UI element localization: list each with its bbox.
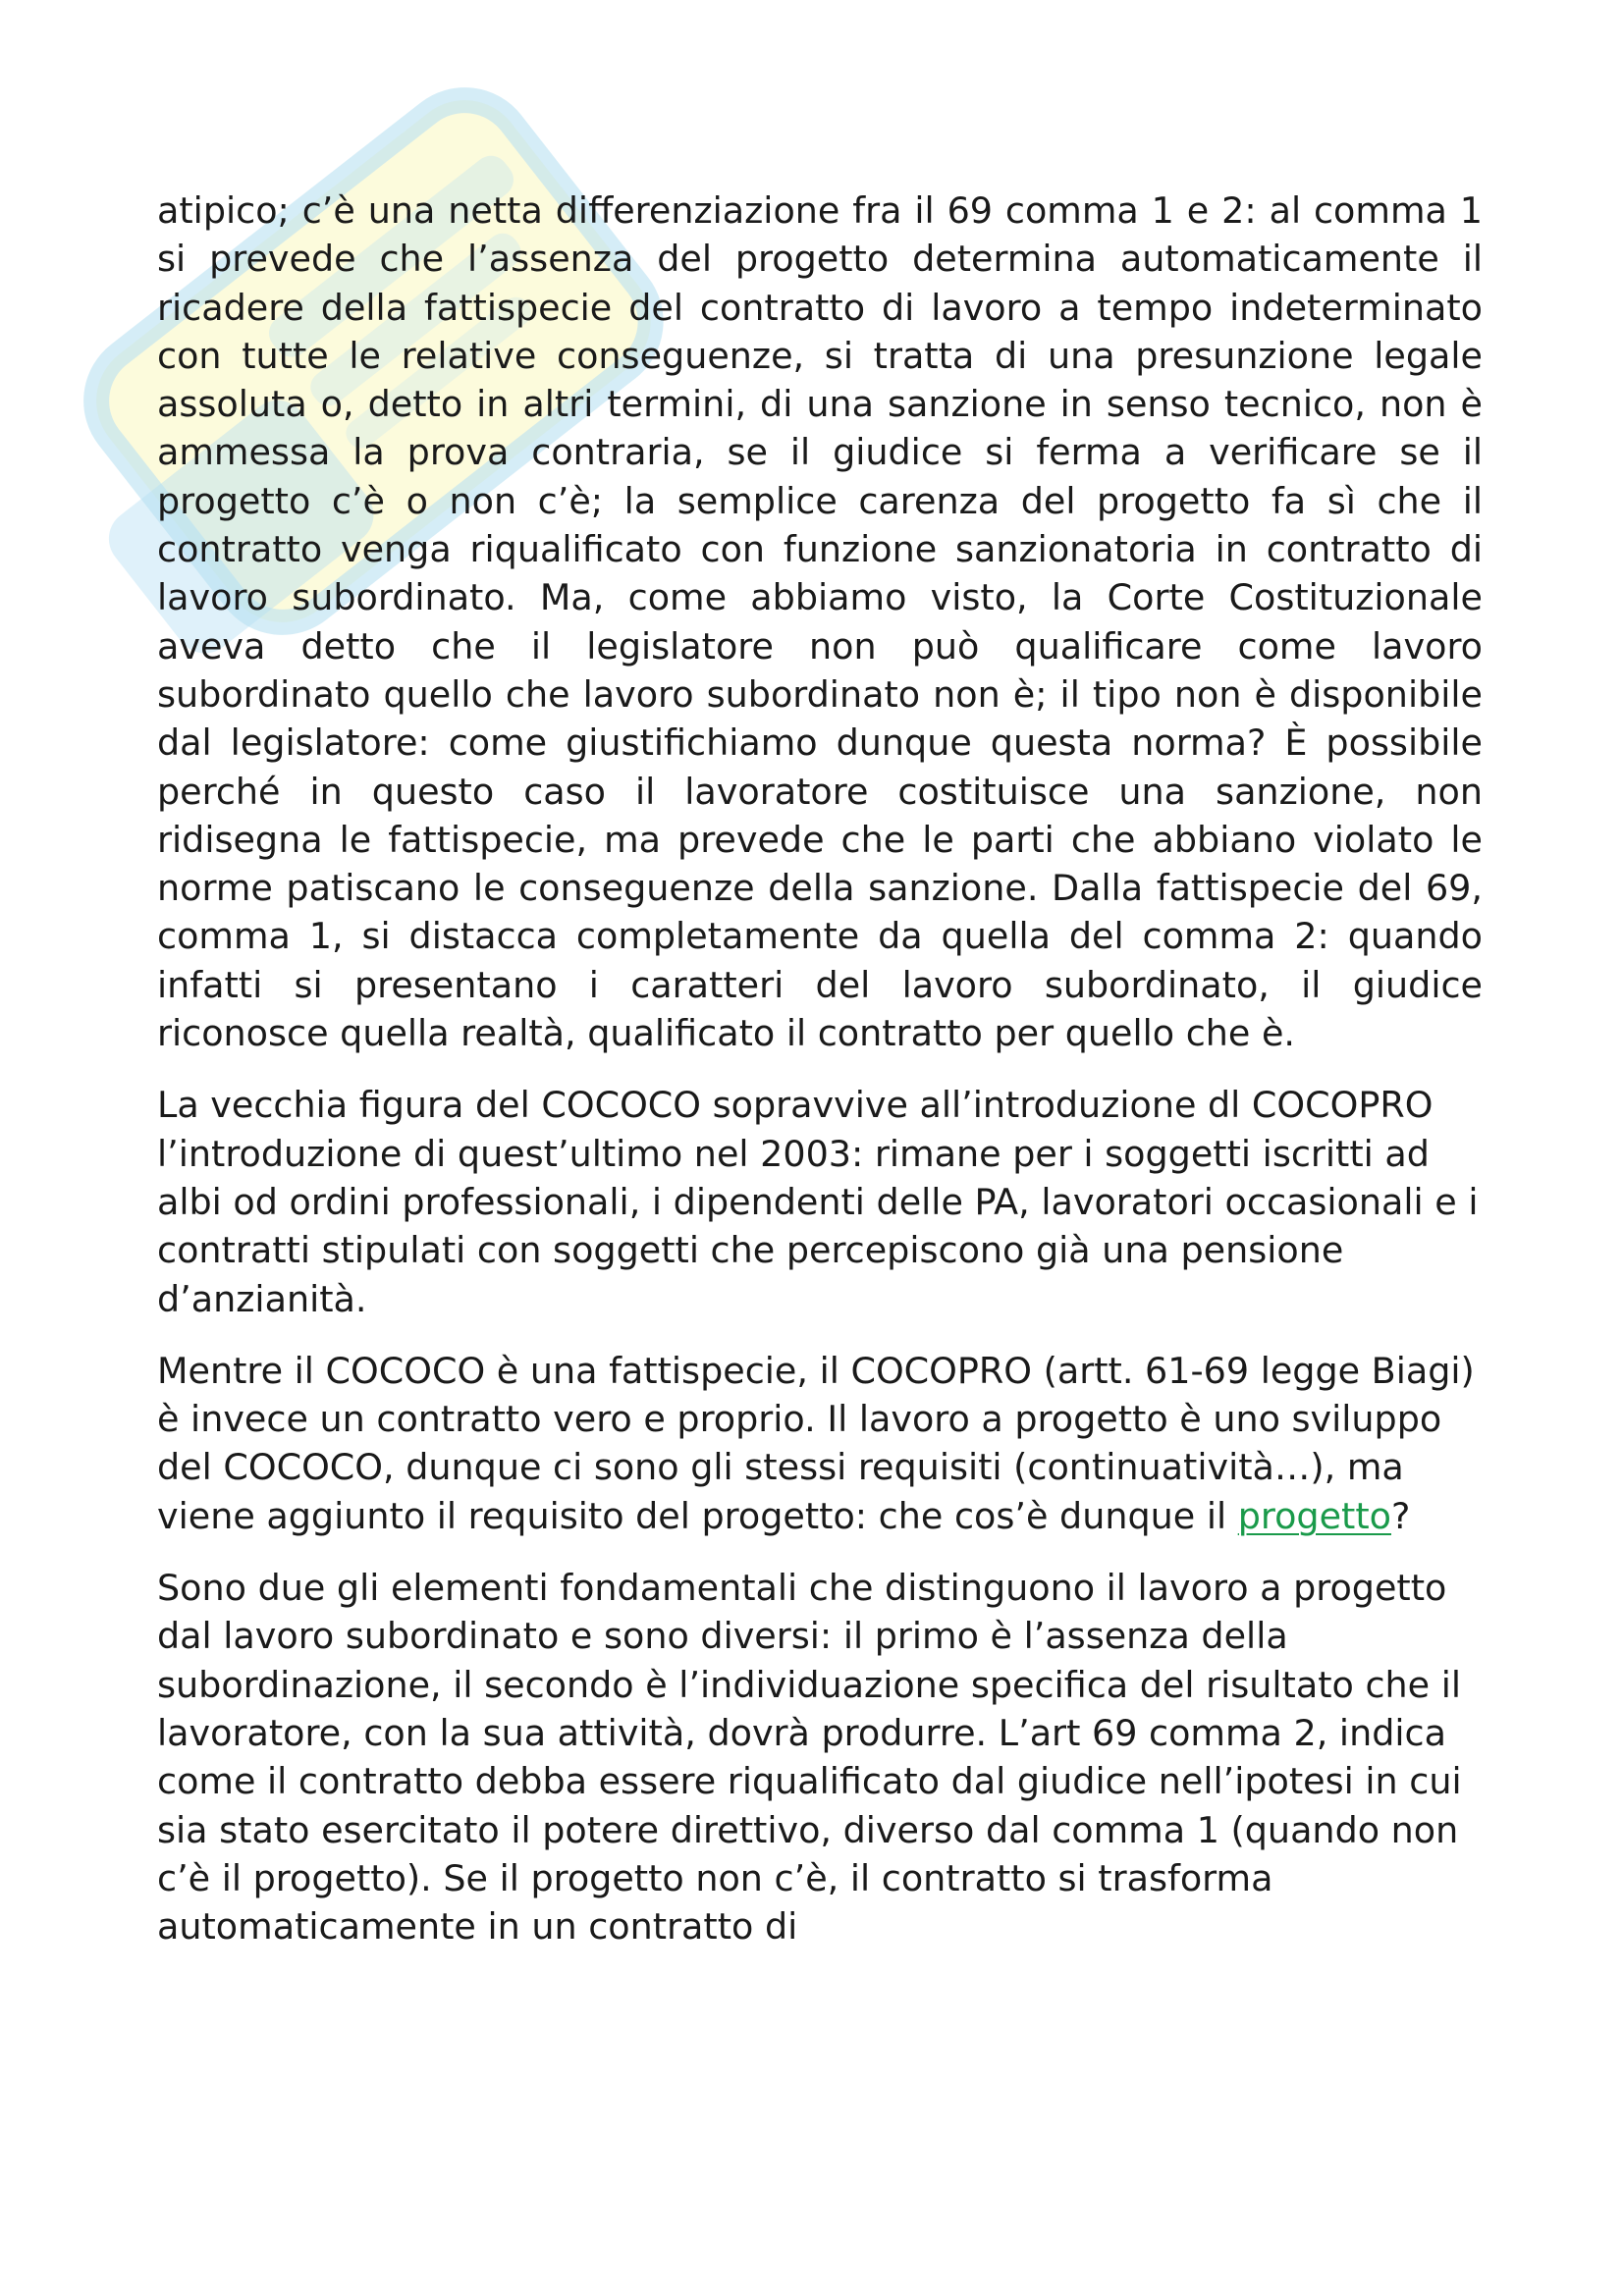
paragraph-3-text-after: ?	[1391, 1494, 1411, 1537]
paragraph-4: Sono due gli elementi fondamentali che distinguono il lavoro a progetto dal lavoro subordinato e sono diversi: il primo è l’assenza della subordinazione, il secondo è l’individuazione specifica del risultato che il lavoratore, con la sua attività, dovrà produrre. L’art 69 comma 2, indica come il contratto debba essere riqualificato dal giudice nell’ipotesi in cui sia stato esercitato il potere direttivo, diverso dal comma 1 (quando non c’è il progetto). Se il progetto non c’è, il contratto si trasforma automaticamente in un contratto di	[157, 1567, 1462, 1949]
paragraph-3	[157, 1347, 1483, 1540]
progetto-link[interactable]: progetto	[1237, 1494, 1391, 1537]
paragraph-3-text-before: Mentre il COCOCO è una fattispecie, il COCOPRO (artt. 61-69 legge Biagi) è invece un contratto vero e proprio. Il lavoro a progetto è uno sviluppo del COCOCO, dunque ci sono gli stessi requisiti (continuatività…), ma viene aggiunto il requisito del progetto: che cos’è dunque il	[157, 1349, 1475, 1537]
document-body	[157, 187, 1483, 1974]
paragraph-1: atipico; c’è una netta differenziazione fra il 69 comma 1 e 2: al comma 1 si prevede che l’assenza del progetto determina automaticamente il ricadere della fattispecie del contratto di lavoro a tempo indeterminato con tutte le relative conseguenze, si tratta di una presunzione legale assoluta o, detto in altri termini, di una sanzione in senso tecnico, non è ammessa la prova contraria, se il giudice si ferma a verificare se il progetto c’è o non c’è; la semplice carenza del progetto fa sì che il contratto venga riqualificato con funzione sanzionatoria in contratto di lavoro subordinato. Ma, come abbiamo visto, la Corte Costituzionale aveva detto che il legislatore non può qualificare come lavoro subordinato quello che lavoro subordinato non è; il tipo non è disponibile dal legislatore: come giustifichiamo dunque questa norma? È possibile perché in questo caso il lavoratore costituisce una sanzione, non ridisegna le fattispecie, ma prevede che le parti che abbiano violato le norme patiscano le conseguenze della sanzione. Dalla fattispecie del 69, comma 1, si distacca completamente da quella del comma 2: quando infatti si presentano i caratteri del lavoro subordinato, il giudice riconosce quella realtà, qualificato il contratto per quello che è.	[157, 189, 1483, 1055]
paragraph-2: La vecchia figura del COCOCO sopravvive all’introduzione dl COCOPRO l’introduzione di quest’ultimo nel 2003: rimane per i soggetti iscritti ad albi od ordini professionali, i dipendenti delle PA, lavoratori occasionali e i contratti stipulati con soggetti che percepiscono già una pensione d’anzianità.	[157, 1084, 1479, 1320]
